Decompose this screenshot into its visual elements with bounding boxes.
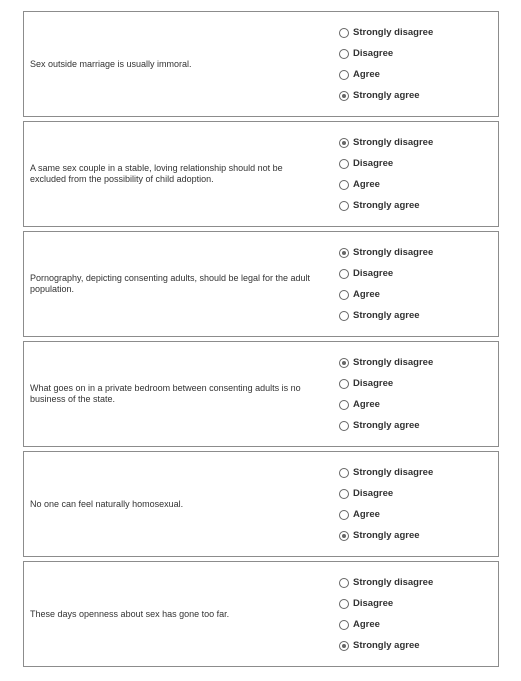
option-strongly-disagree[interactable] [339,572,433,593]
option-agree[interactable] [339,614,433,635]
question-text: Sex outside marriage is usually immoral. [30,58,192,69]
option-disagree[interactable] [339,593,433,614]
radio-button-icon[interactable] [339,510,349,520]
radio-button-icon[interactable] [339,201,349,211]
radio-button-icon[interactable] [339,138,349,148]
answer-options [339,572,433,656]
radio-button-icon[interactable] [339,180,349,190]
option-label: Strongly disagree [353,467,434,478]
radio-button-icon[interactable] [339,400,349,410]
question-text: What goes on in a private bedroom between consenting adults is no business of the state. [30,383,301,404]
option-strongly-disagree[interactable] [339,132,433,153]
question-card [23,341,499,447]
radio-button-icon[interactable] [339,641,349,651]
option-label: Strongly disagree [353,247,434,258]
radio-button-icon[interactable] [339,599,349,609]
radio-button-icon[interactable] [339,578,349,588]
question-text: Pornography, depicting consenting adults, should be legal for the adult population. [30,273,311,294]
radio-button-icon[interactable] [339,70,349,80]
option-strongly-disagree[interactable] [339,242,433,263]
option-disagree[interactable] [339,373,433,394]
option-agree[interactable] [339,284,433,305]
question-card [23,451,499,557]
radio-button-icon[interactable] [339,620,349,630]
option-agree[interactable] [339,394,433,415]
radio-button-icon[interactable] [339,468,349,478]
radio-button-icon[interactable] [339,49,349,59]
option-label: Disagree [353,48,394,59]
option-label: Strongly agree [353,310,420,321]
option-label: Agree [353,179,380,190]
option-label: Agree [353,69,380,80]
option-disagree[interactable] [339,263,433,284]
option-label: Strongly disagree [353,577,434,588]
option-strongly-disagree[interactable] [339,22,433,43]
option-label: Strongly disagree [353,27,434,38]
radio-button-icon[interactable] [339,28,349,38]
option-agree[interactable] [339,504,433,525]
option-strongly-agree[interactable] [339,635,433,656]
radio-button-icon[interactable] [339,311,349,321]
option-agree[interactable] [339,64,433,85]
option-strongly-agree[interactable] [339,415,433,436]
option-strongly-agree[interactable] [339,525,433,546]
option-label: Agree [353,399,380,410]
question-text: A same sex couple in a stable, loving relationship should not be excluded from the possibility of child adoption. [30,163,283,184]
option-label: Disagree [353,488,394,499]
option-label: Disagree [353,598,394,609]
option-label: Strongly disagree [353,137,434,148]
question-card [23,11,499,117]
option-label: Strongly agree [353,530,420,541]
radio-button-icon[interactable] [339,91,349,101]
radio-button-icon[interactable] [339,379,349,389]
radio-button-icon[interactable] [339,358,349,368]
option-label: Agree [353,289,380,300]
option-strongly-agree[interactable] [339,195,433,216]
option-strongly-disagree[interactable] [339,462,433,483]
option-strongly-agree[interactable] [339,85,433,106]
option-agree[interactable] [339,174,433,195]
answer-options [339,132,433,216]
radio-button-icon[interactable] [339,159,349,169]
option-label: Agree [353,509,380,520]
option-label: Disagree [353,158,394,169]
radio-button-icon[interactable] [339,290,349,300]
question-text: These days openness about sex has gone too far. [30,608,230,619]
answer-options [339,22,433,106]
answer-options [339,462,433,546]
question-card [23,231,499,337]
question-card [23,561,499,667]
radio-button-icon[interactable] [339,248,349,258]
question-text: No one can feel naturally homosexual. [30,498,184,509]
option-label: Disagree [353,268,394,279]
option-label: Strongly agree [353,640,420,651]
option-disagree[interactable] [339,483,433,504]
radio-button-icon[interactable] [339,421,349,431]
option-label: Strongly disagree [353,357,434,368]
option-disagree[interactable] [339,153,433,174]
option-label: Strongly agree [353,200,420,211]
question-card [23,121,499,227]
option-label: Agree [353,619,380,630]
option-disagree[interactable] [339,43,433,64]
option-strongly-disagree[interactable] [339,352,433,373]
radio-button-icon[interactable] [339,531,349,541]
radio-button-icon[interactable] [339,269,349,279]
option-label: Strongly agree [353,420,420,431]
answer-options [339,242,433,326]
option-label: Disagree [353,378,394,389]
radio-button-icon[interactable] [339,489,349,499]
answer-options [339,352,433,436]
option-strongly-agree[interactable] [339,305,433,326]
option-label: Strongly agree [353,90,420,101]
